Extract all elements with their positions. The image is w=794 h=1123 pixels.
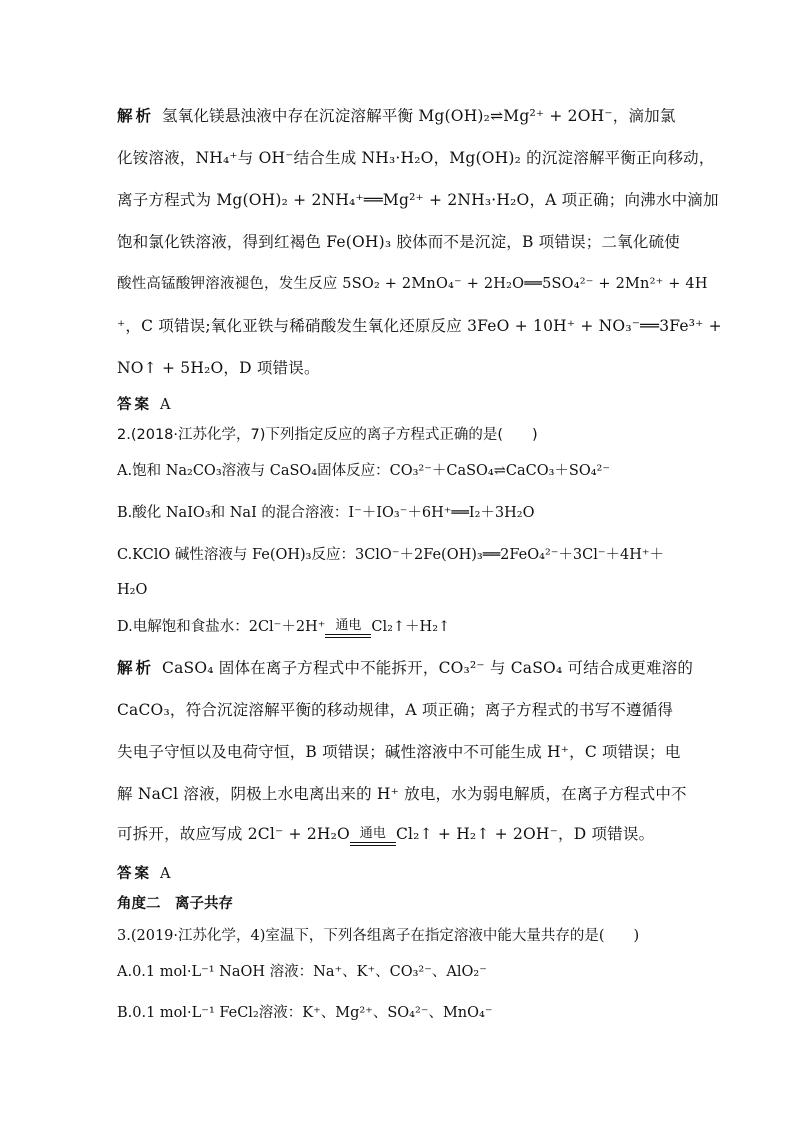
- analysis-line-6: [117, 316, 722, 336]
- line-text: 3.(2019·江苏化学，4)室温下，下列各组离子在指定溶液中能大量共存的是( ): [117, 928, 640, 944]
- analysis-2-line-2: [117, 700, 677, 720]
- line-text: Cl₂↑＋H₂↑: [371, 619, 451, 635]
- analysis-2-line-5: [117, 824, 677, 846]
- answer-label: 答案: [117, 866, 152, 882]
- question-3-option-a: [117, 962, 677, 982]
- question-2-option-c-cont: [117, 580, 677, 600]
- line-text: NO↑ + 5H₂O，D 项错误。: [117, 359, 320, 377]
- analysis-line-5: [117, 274, 708, 294]
- question-2-option-d: [117, 617, 677, 638]
- line-text: B.酸化 NaIO₃和 NaI 的混合溶液：I⁻＋IO₃⁻＋6H⁺══I₂＋3H₂O: [117, 505, 535, 521]
- analysis-line-2: [117, 148, 715, 168]
- answer-value: A: [160, 397, 171, 413]
- analysis-line-1: [117, 106, 677, 126]
- answer-line-2: [117, 864, 677, 884]
- line-text: 失电子守恒以及电荷守恒，B 项错误；碱性溶液中不可能生成 H⁺，C 项错误；电: [117, 743, 681, 761]
- equals-arrow: [325, 634, 371, 638]
- question-2-option-b: [117, 503, 677, 523]
- analysis-label: 解析: [117, 107, 155, 125]
- equals-arrow: [350, 842, 396, 846]
- line-text: 可拆开，故应写成 2Cl⁻ + 2H₂O: [117, 825, 350, 843]
- analysis-line-4: [117, 232, 680, 252]
- line-text: 2.(2018·江苏化学，7)下列指定反应的离子方程式正确的是( ): [117, 427, 538, 443]
- section-heading: [117, 894, 677, 914]
- line-text: 角度二 离子共存: [117, 896, 233, 912]
- line-text: H₂O: [117, 582, 148, 598]
- line-text: ⁺，C 项错误;氧化亚铁与稀硝酸发生氧化还原反应 3FeO + 10H⁺ + NO₃⁻══3Fe³⁺ +: [117, 317, 722, 335]
- line-text: 离子方程式为 Mg(OH)₂ + 2NH₄⁺══Mg²⁺ + 2NH₃·H₂O，A 项正确；向沸水中滴加: [117, 191, 719, 209]
- answer-value: A: [160, 866, 171, 882]
- reaction-condition: [325, 619, 371, 638]
- analysis-2-line-1: [117, 658, 694, 678]
- answer-line-1: [117, 395, 677, 415]
- line-text: 酸性高锰酸钾溶液褪色，发生反应 5SO₂ + 2MnO₄⁻ + 2H₂O══5SO₄²⁻ + 2Mn²⁺ + 4H: [117, 276, 708, 292]
- line-text: 解 NaCl 溶液，阴极上水电离出来的 H⁺ 放电，水为弱电解质，在离子方程式中不: [117, 785, 687, 803]
- line-text: A.0.1 mol·L⁻¹ NaOH 溶液：Na⁺、K⁺、CO₃²⁻、AlO₂⁻: [117, 964, 487, 980]
- question-2-option-c: [117, 545, 677, 565]
- line-text: 化铵溶液，NH₄⁺与 OH⁻结合生成 NH₃·H₂O，Mg(OH)₂ 的沉淀溶解平衡正向移动，: [117, 149, 715, 167]
- condition-label: 通电: [359, 826, 387, 841]
- line-text: 氢氧化镁悬浊液中存在沉淀溶解平衡 Mg(OH)₂⇌Mg²⁺ + 2OH⁻，滴加氯: [162, 107, 676, 125]
- line-text: C.KClO 碱性溶液与 Fe(OH)₃反应：3ClO⁻＋2Fe(OH)₃══2FeO₄²⁻＋3Cl⁻＋4H⁺＋: [117, 547, 665, 563]
- question-3-stem: [117, 926, 677, 946]
- question-2-option-a: [117, 461, 677, 481]
- analysis-2-line-3: [117, 742, 681, 762]
- line-text: 饱和氯化铁溶液，得到红褐色 Fe(OH)₃ 胶体而不是沉淀，B 项错误；二氧化硫使: [117, 233, 680, 251]
- line-text: B.0.1 mol·L⁻¹ FeCl₂溶液：K⁺、Mg²⁺、SO₄²⁻、MnO₄⁻: [117, 1005, 493, 1021]
- condition-label: 通电: [335, 618, 362, 633]
- line-text: CaSO₄ 固体在离子方程式中不能拆开，CO₃²⁻ 与 CaSO₄ 可结合成更难溶的: [162, 659, 694, 677]
- answer-label: 答案: [117, 397, 152, 413]
- question-3-option-b: [117, 1003, 677, 1023]
- line-text: D.电解饱和食盐水：2Cl⁻＋2H⁺: [117, 619, 326, 635]
- question-2-stem: [117, 425, 677, 445]
- analysis-line-7: [117, 358, 677, 378]
- analysis-line-3: [117, 190, 719, 210]
- analysis-2-line-4: [117, 784, 687, 804]
- line-text: A.饱和 Na₂CO₃溶液与 CaSO₄固体反应：CO₃²⁻＋CaSO₄⇌CaCO₃＋SO₄²⁻: [117, 463, 611, 479]
- reaction-condition: [350, 827, 396, 846]
- line-text: Cl₂↑ + H₂↑ + 2OH⁻，D 项错误。: [395, 825, 655, 843]
- analysis-label: 解析: [117, 659, 155, 677]
- line-text: CaCO₃，符合沉淀溶解平衡的移动规律，A 项正确；离子方程式的书写不遵循得: [117, 701, 674, 719]
